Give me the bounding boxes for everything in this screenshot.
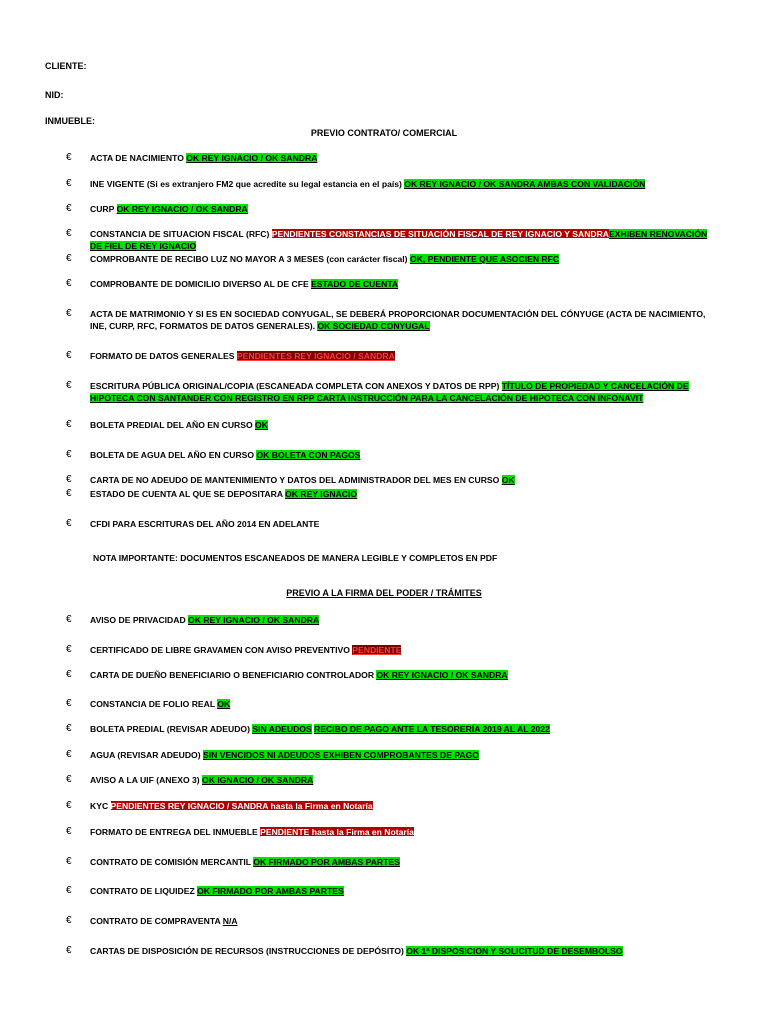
list-item: AGUA (REVISAR ADEUDO) SIN VENCIDOS NI ADEUDOS EXHIBEN COMPROBANTES DE PAGO	[90, 750, 479, 760]
bullet-icon: €	[66, 945, 72, 956]
bullet-icon: €	[66, 614, 72, 625]
list-item: CONTRATO DE COMPRAVENTA N/A	[90, 916, 238, 926]
status-badge-pending: PENDIENTES REY IGNACIO / SANDRA	[236, 351, 395, 361]
status-badge-pending: PENDIENTES REY IGNACIO / SANDRA hasta la Firma en Notaría	[110, 801, 373, 811]
list-item: CARTA DE NO ADEUDO DE MANTENIMIENTO Y DATOS DEL ADMINISTRADOR DEL MES EN CURSO OK	[90, 475, 515, 485]
list-item: AVISO DE PRIVACIDAD OK REY IGNACIO / OK SANDRA	[90, 615, 320, 625]
bullet-icon: €	[66, 488, 72, 499]
list-item: FORMATO DE DATOS GENERALES PENDIENTES REY IGNACIO / SANDRA	[90, 351, 395, 361]
list-item: CFDI PARA ESCRITURAS DEL AÑO 2014 EN ADELANTE	[90, 519, 320, 529]
status-badge: OK REY IGNACIO / OK SANDRA	[186, 153, 318, 163]
status-badge: OK 1ª DISPOSICION Y SOLICITUD DE DESEMBOLSO	[406, 946, 623, 956]
bullet-icon: €	[66, 698, 72, 709]
list-item: AVISO A LA UIF (ANEXO 3) OK IGNACIO / OK SANDRA	[90, 775, 314, 785]
list-item: FORMATO DE ENTREGA DEL INMUEBLE PENDIENTE hasta la Firma en Notaría	[90, 827, 414, 837]
list-item: BOLETA DE AGUA DEL AÑO EN CURSO OK BOLETA CON PAGOS	[90, 450, 361, 460]
status-badge: OK BOLETA CON PAGOS	[256, 450, 361, 460]
bullet-icon: €	[66, 669, 72, 680]
list-item: CARTA DE DUEÑO BENEFICIARIO O BENEFICIARIO CONTROLADOR OK REY IGNACIO / OK SANDRA	[90, 670, 508, 680]
inmueble-label: INMUEBLE:	[45, 116, 95, 126]
bullet-icon: €	[66, 518, 72, 529]
list-item: CARTAS DE DISPOSICIÓN DE RECURSOS (INSTRUCCIONES DE DEPÓSITO) OK 1ª DISPOSICION Y SOLICITUD DE DESEMBOLSO	[90, 946, 623, 956]
list-item: KYC PENDIENTES REY IGNACIO / SANDRA hasta la Firma en Notaría	[90, 801, 373, 811]
status-badge: RECIBO DE PAGO ANTE LA TESORERÍA 2019 AL AL 2022	[314, 724, 550, 734]
status-badge-pending: PENDIENTES CONSTANCIAS DE SITUACIÓN FISCAL DE REY IGNACIO Y SANDRA	[271, 229, 610, 239]
bullet-icon: €	[66, 350, 72, 361]
status-badge: OK FIRMADO POR AMBAS PARTES	[197, 886, 344, 896]
list-item: ACTA DE NACIMIENTO OK REY IGNACIO / OK SANDRA	[90, 153, 318, 163]
list-item: CONTRATO DE LIQUIDEZ OK FIRMADO POR AMBAS PARTES	[90, 886, 344, 896]
bullet-icon: €	[66, 749, 72, 760]
list-item: COMPROBANTE DE RECIBO LUZ NO MAYOR A 3 MESES (con carácter fiscal) OK, PENDIENTE QUE ASOCIEN RFC	[90, 254, 560, 264]
bullet-icon: €	[66, 915, 72, 926]
important-note: NOTA IMPORTANTE: DOCUMENTOS ESCANEADOS DE MANERA LEGIBLE Y COMPLETOS EN PDF	[93, 553, 498, 563]
list-item: CONSTANCIA DE SITUACION FISCAL (RFC) PENDIENTES CONSTANCIAS DE SITUACIÓN FISCAL DE REY IGNACIO Y SANDRAEXHIBEN RENOVACIÓN DE FIEL DE REY IGNACIO	[90, 229, 708, 251]
status-badge: OK REY IGNACIO / OK SANDRA	[116, 204, 248, 214]
bullet-icon: €	[66, 774, 72, 785]
list-item: CURP OK REY IGNACIO / OK SANDRA	[90, 204, 248, 214]
bullet-icon: €	[66, 826, 72, 837]
status-badge: SIN ADEUDOS	[252, 724, 312, 734]
section1-title: PREVIO CONTRATO/ COMERCIAL	[310, 128, 458, 138]
bullet-icon: €	[66, 723, 72, 734]
list-item: CONTRATO DE COMISIÓN MERCANTIL OK FIRMADO POR AMBAS PARTES	[90, 857, 400, 867]
bullet-icon: €	[66, 253, 72, 264]
list-item: ACTA DE MATRIMONIO Y SI ES EN SOCIEDAD CONYUGAL, SE DEBERÁ PROPORCIONAR DOCUMENTACIÓN DEL CÓNYUGE (ACTA DE NACIMIENTO, INE, CURP, RFC, FORMATOS DE DATOS GENERALES). OK SOCIEDAD CONYUGAL	[90, 309, 706, 331]
nid-label: NID:	[45, 90, 64, 100]
status-badge: OK REY IGNACIO / OK SANDRA	[188, 615, 320, 625]
status-badge: OK	[501, 475, 515, 485]
bullet-icon: €	[66, 885, 72, 896]
status-badge: OK IGNACIO / OK SANDRA	[202, 775, 314, 785]
status-badge: OK, PENDIENTE QUE ASOCIEN RFC	[409, 254, 560, 264]
status-badge: OK	[217, 699, 231, 709]
bullet-icon: €	[66, 800, 72, 811]
bullet-icon: €	[66, 474, 72, 485]
bullet-icon: €	[66, 203, 72, 214]
status-badge-pending: PENDIENTE	[352, 645, 402, 655]
list-item: ESTADO DE CUENTA AL QUE SE DEPOSITARA OK REY IGNACIO	[90, 489, 358, 499]
bullet-icon: €	[66, 152, 72, 163]
list-item: ESCRITURA PÚBLICA ORIGINAL/COPIA (ESCANEADA COMPLETA CON ANEXOS Y DATOS DE RPP) TÍTULO DE PROPIEDAD Y CANCELACIÓN DE HIPOTECA CON SANTANDER CON REGISTRO EN RPP CARTA INSTRUCCIÓN PARA LA CANCELACIÓN DE HIPOTECA CON INFONAVIT	[90, 381, 689, 403]
bullet-icon: €	[66, 380, 72, 391]
bullet-icon: €	[66, 644, 72, 655]
status-badge: OK SOCIEDAD CONYUGAL	[317, 321, 430, 331]
status-badge: OK	[255, 420, 268, 430]
status-badge: OK REY IGNACIO / OK SANDRA AMBAS CON VALIDACIÓN	[404, 179, 646, 189]
status-badge: ESTADO DE CUENTA	[311, 279, 399, 289]
bullet-icon: €	[66, 278, 72, 289]
list-item: COMPROBANTE DE DOMICILIO DIVERSO AL DE CFE ESTADO DE CUENTA	[90, 279, 399, 289]
bullet-icon: €	[66, 419, 72, 430]
status-badge: SIN VENCIDOS NI ADEUDOS EXHIBEN COMPROBANTES DE PAGO	[203, 750, 479, 760]
bullet-icon: €	[66, 449, 72, 460]
bullet-icon: €	[66, 228, 72, 239]
status-badge: OK REY IGNACIO	[285, 489, 358, 499]
bullet-icon: €	[66, 308, 72, 319]
bullet-icon: €	[66, 178, 72, 189]
status-badge: OK REY IGNACIO / OK SANDRA	[376, 670, 508, 680]
cliente-label: CLIENTE:	[45, 61, 87, 71]
list-item: CONSTANCIA DE FOLIO REAL OK	[90, 699, 231, 709]
status-badge-pending: PENDIENTE hasta la Firma en Notaría	[260, 827, 414, 837]
status-badge: OK FIRMADO POR AMBAS PARTES	[253, 857, 400, 867]
status-badge: TÍTULO DE PROPIEDAD Y CANCELACIÓN DE HIPOTECA CON SANTANDER CON REGISTRO EN RPP CARTA INSTRUCCIÓN PARA LA CANCELACIÓN DE HIPOTECA CON INFONAVIT	[90, 381, 689, 403]
list-item: CERTIFICADO DE LIBRE GRAVAMEN CON AVISO PREVENTIVO PENDIENTE	[90, 645, 402, 655]
bullet-icon: €	[66, 856, 72, 867]
status-badge: EXHIBEN RENOVACIÓN DE FIEL DE REY IGNACIO	[90, 229, 708, 251]
status-text: N/A	[222, 916, 238, 926]
section2-title: PREVIO A LA FIRMA DEL PODER / TRÁMITES	[286, 588, 482, 598]
list-item: BOLETA PREDIAL (REVISAR ADEUDO) SIN ADEUDOS RECIBO DE PAGO ANTE LA TESORERÍA 2019 AL AL 2022	[90, 724, 550, 734]
list-item: INE VIGENTE (Si es extranjero FM2 que acredite su legal estancia en el país) OK REY IGNACIO / OK SANDRA AMBAS CON VALIDACIÓN	[90, 179, 646, 189]
list-item: BOLETA PREDIAL DEL AÑO EN CURSO OK	[90, 420, 268, 430]
